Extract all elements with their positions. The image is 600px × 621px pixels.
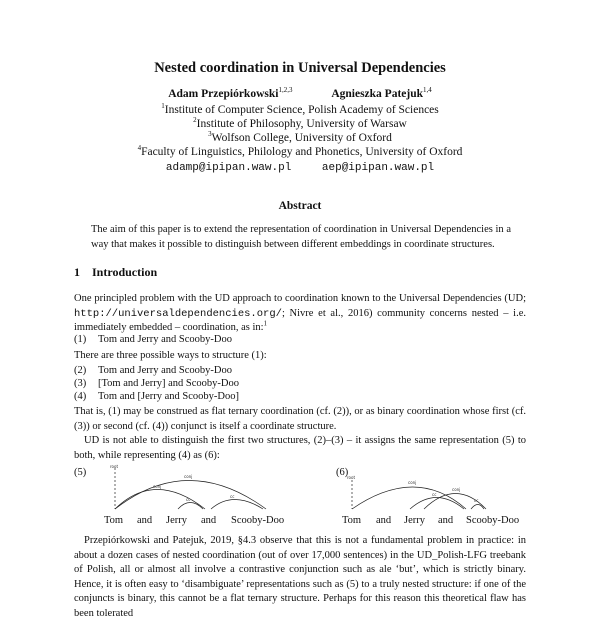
tree-5-token: Jerry bbox=[166, 515, 187, 526]
tree-5-token: and bbox=[201, 515, 217, 526]
tree-6-label: (6) bbox=[336, 467, 349, 478]
tree-5-label-conj-2: conj bbox=[184, 474, 193, 479]
paragraph-construal: That is, (1) may be construed as flat ternary coordination (cf. (2)), or as binary coordination whose first (cf. (3)) or second (cf. (4)) conjunct is itself a coordinate structure. bbox=[74, 406, 526, 432]
tree-6-label-conj-1: conj bbox=[408, 480, 417, 485]
tree-5-label: (5) bbox=[74, 467, 87, 478]
tree-6-label-root: root bbox=[347, 475, 356, 480]
paragraph-ud-limits: UD is not able to distinguish the first two structures, (2)–(3) – it assigns the same representation (5) to both, while representing (4) as (6): bbox=[74, 435, 526, 461]
paragraph-intro: One principled problem with the UD approach to coordination known to the Universal Dependencies (UD; http://universaldependencies.org/; Nivre et al., 2016) community concerns nested – i.e. immediately embedded – coordination, as in:$^1$ bbox=[74, 293, 526, 333]
example-2: (2) Tom and Jerry and Scooby-Doo bbox=[74, 365, 232, 376]
author-1: Adam Przepiórkowski$^{1,2,3}$ bbox=[168, 86, 293, 100]
abstract-text: The aim of this paper is to extend the representation of coordination in Universal Dependencies in a way that makes it possible to distinguish between different embeddings in coordinate structures. bbox=[91, 224, 511, 250]
tree-6-label-cc-2: cc bbox=[474, 498, 479, 503]
tree-6-label-conj-2: conj bbox=[452, 487, 461, 492]
tree-5-label-conj-1: conj bbox=[153, 484, 162, 489]
tree-5-label-cc-1: cc bbox=[186, 497, 191, 502]
tree-6-token: and bbox=[376, 515, 392, 526]
example-3: (3) [Tom and Jerry] and Scooby-Doo bbox=[74, 378, 239, 389]
email-2[interactable]: aep@ipipan.waw.pl bbox=[321, 162, 435, 174]
tree-6-token: and bbox=[438, 515, 454, 526]
example-1: (1) Tom and Jerry and Scooby-Doo bbox=[74, 334, 232, 345]
affiliation-1: $^1$Institute of Computer Science, Polish Academy of Sciences bbox=[161, 102, 439, 116]
tree-6-token: Tom bbox=[342, 515, 362, 526]
emails bbox=[0, 161, 600, 175]
tree-5-arc-cc-1 bbox=[178, 503, 203, 510]
section-heading: 1 Introduction bbox=[74, 265, 158, 279]
tree-5-arc-cc-2 bbox=[211, 500, 263, 510]
tree-5-label-cc-2: cc bbox=[230, 494, 235, 499]
tree-6-token: Jerry bbox=[404, 515, 425, 526]
tree-5-token: and bbox=[137, 515, 153, 526]
author-2: Agnieszka Patejuk$^{1,4}$ bbox=[331, 86, 432, 100]
dependency-tree-5 bbox=[98, 460, 338, 520]
paragraph-observation: Przepiórkowski and Patejuk, 2019, §4.3 observe that this is not a fundamental problem in practice: in about a dozen cases of nested coordination (out of over 17,000 sentences) in the UD_Polish-LFG treebank of Polish, all or almost all involve a contrastive conjunction such as ale ‘but’, which is strictly binary. Hence, it is often easy to ‘disambiguate’ representations such as (5) to a truly nested structure: if one of the conjuncts is binary, this cannot be a flat ternary structure. Perhaps for this reason this theoretical flaw has been tolerated bbox=[74, 535, 526, 619]
tree-6-token: Scooby-Doo bbox=[466, 515, 520, 526]
authors bbox=[0, 88, 600, 100]
tree-5-token: Scooby-Doo bbox=[231, 515, 285, 526]
abstract-heading: Abstract bbox=[278, 200, 322, 212]
tree-5-arc-conj-2 bbox=[115, 481, 266, 510]
paper-title: Nested coordination in Universal Dependencies bbox=[154, 60, 446, 76]
affiliation-3: $^3$Wolfson College, University of Oxford bbox=[208, 130, 392, 144]
footnote-marker: 1 bbox=[263, 319, 268, 328]
paragraph-structures: There are three possible ways to structure (1): bbox=[74, 350, 267, 361]
tree-6-label-cc-1: cc bbox=[432, 492, 437, 497]
email-1[interactable]: adamp@ipipan.waw.pl bbox=[165, 162, 292, 174]
ud-url-link[interactable]: http://universaldependencies.org/ bbox=[74, 307, 282, 320]
affiliation-2: $^2$Institute of Philosophy, University of Warsaw bbox=[193, 116, 407, 130]
tree-6-arc-conj-1 bbox=[352, 487, 466, 509]
tree-5-token: Tom bbox=[104, 515, 124, 526]
example-4: (4) Tom and [Jerry and Scooby-Doo] bbox=[74, 391, 239, 402]
dependency-tree-6 bbox=[336, 460, 526, 520]
tree-5-label-root: root bbox=[110, 464, 119, 469]
affiliation-4: $^4$Faculty of Linguistics, Philology and Phonetics, University of Oxford bbox=[137, 144, 463, 158]
